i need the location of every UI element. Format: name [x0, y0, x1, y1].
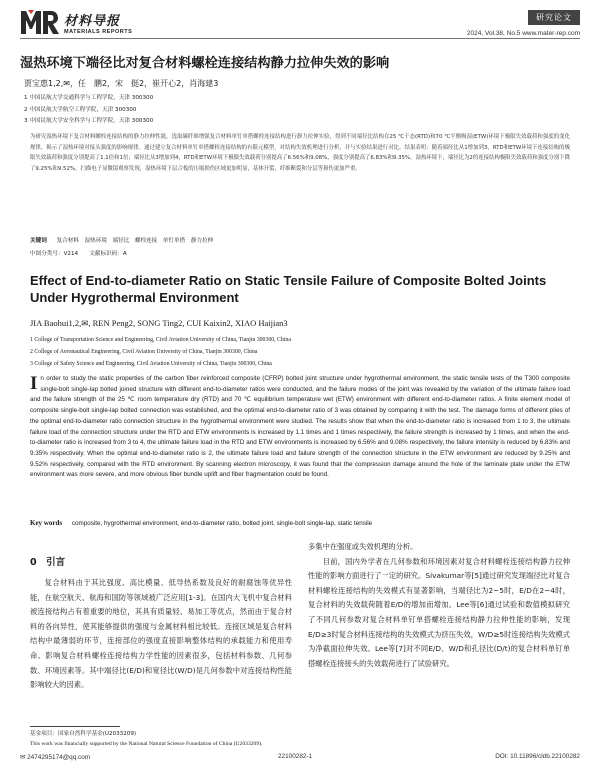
- english-affiliation-1: 1 College of Transportation Science and Engineering, Civil Aviation University of China, Tianjin 300300, China: [30, 337, 291, 343]
- body-column-right: [308, 540, 570, 671]
- header-rule: [20, 38, 580, 39]
- logo-chinese-name: 材料导报: [64, 13, 121, 29]
- chinese-keywords-label: 关键词: [30, 238, 47, 244]
- english-keywords-text: composite, hygrothermal environment, end-to-diameter ratio, bolted joint, single-bolt single-lap, static tensile: [71, 520, 373, 527]
- doi-line: DOI: 10.11896/cldb.22100282: [495, 753, 580, 760]
- english-keywords-label: Key words: [30, 519, 63, 527]
- chinese-keywords: [30, 236, 570, 244]
- chinese-title: 湿热环境下端径比对复合材料螺栓连接结构静力拉伸失效的影响: [20, 56, 390, 71]
- english-abstract: [30, 374, 570, 481]
- english-keywords: [30, 519, 570, 527]
- chinese-affiliations: [24, 93, 153, 128]
- issue-line: 2024, Vol.38, No.5 www.mater-rep.com: [466, 30, 580, 37]
- body-paragraph-right-continuation: 多集中在强度或失效机理的分析。: [308, 542, 418, 551]
- english-authors: JIA Baohui1,2,✉, REN Peng2, SONG Ting2, CUI Kaixin2, XIAO Haijian3: [30, 318, 288, 328]
- section-heading-introduction: 0 引言: [30, 557, 66, 568]
- classification-line: 中图分类号：V214 文献标识码：A: [30, 251, 127, 257]
- chinese-keywords-text: 复合材料 湿热环境 端径比 螺栓连接 单钉单搭 静力拉伸: [56, 238, 214, 244]
- funding-footnote-en: This work was financially supported by the National Natural Science Foundation of China (U2033209).: [30, 740, 263, 747]
- corresponding-email: ✉ 2474295174@qq.com: [20, 754, 91, 761]
- english-abstract-text: n order to study the static properties of the carbon fiber reinforced composite (CFRP) bolted joint structure under hygrothermal environment, the static tensile tests of the T300 composite single-bolt single-lap bolted joined structure with different end-to-diameter ratios were conducted, and the failure modes of the joint was revealed by the variation of the ultimate failure load and the failure strength of the 25 ℃ room temperature dry (RTD) and 70 ℃ equilibrium temperature wet (ETW) environment with different end-to-diameter ratios. A finite element model of composite single-bolt single-lap bolted connection was established, and the optimal end-to-diameter ratio of 3 was obtained by comparing it with the test. The damage forms of different plies of the optimal end-to-diameter ratio connection structure in the hygrothermal environment were studied. The results show that when the end-to-diameter ratio is increased from 1 to 3, the ultimate failure load of the connection structure under the RTD and ETW environments is increased by 1.1 times and 1 times respectively, the failure strength is increased by 1 times, and when the end-to-diameter ratio is increased from 3 to 4, the ultimate failure load in the RTD and ETW environments is increased by 6.56% and 9.08% respectively, the failure intensity is reduced by 6.83% and 9.35% respectively. When the optimal end-to-diameter ratio is 2, the ultimate failure load and failure strength of the connection structure in the ETW environment are reduced by 9.25% and 9.52% respectively, compared with the RTD environment. By scanning electron microscopy, it was found that the compression damage around the hole of the laminate plate under the ETW environment was more severe, and more obvious fiber bundle uplift and fiber fragmentation could be found.: [30, 375, 570, 479]
- english-affiliation-2: 2 College of Aeronautical Engineering, Civil Aviation University of China, Tianjin 300300, China: [30, 349, 258, 355]
- article-number: 22100282-1: [278, 753, 313, 760]
- chinese-affiliation-3: 3 中国民航大学安全科学与工程学院，天津 300300: [24, 118, 154, 124]
- journal-header: [20, 8, 580, 38]
- funding-footnote-cn: 基金项目：国家自然科学基金(U2033209): [30, 731, 137, 737]
- body-paragraph-left: 复合材料由于其比强度、高比模量、低导热系数及良好的耐腐蚀等优异性能，在航空航天、航海和国防等领域被广泛应用[1-3]。在国内大飞机中复合材料被连接结构占有着重要的地位，其具有质量轻、易加工等优点，然而由于复合材料的各向异性，使其能够提供的强度与金属材料相比较低。连接区域是复合材料结构中最薄弱的环节，连接部位的强度直接影响整体结构的承载能力和使用寿命。影响复合材料螺栓连接结构力学性能的因素很多，包括材料参数、几何参数、环境因素等。其中端径比(E/D)和宽径比(W/D)是几何参数中对连接结构性能影响较大的因素。: [30, 578, 292, 690]
- abstract-dropcap: I: [30, 373, 38, 394]
- funding-footnote: [30, 730, 570, 749]
- section-tag: 研究论文: [528, 10, 580, 25]
- chinese-authors: 贾宝惠1,2,✉，任 鹏2，宋 挺2，崔开心2，肖海建3: [24, 79, 219, 88]
- english-title: Effect of End-to-diameter Ratio on Static Tensile Failure of Composite Bolted Joints Under Hygrothermal Environment: [30, 273, 547, 305]
- footnote-rule: [30, 726, 120, 727]
- journal-logo: [20, 8, 132, 36]
- chinese-affiliation-2: 2 中国民航大学航空工程学院，天津 300300: [24, 106, 137, 113]
- chinese-affiliation-1: 1 中国民航大学交通科学与工程学院，天津 300300: [24, 95, 154, 101]
- english-affiliations: [30, 334, 291, 370]
- body-paragraph-right: 目前，国内外学者在几何参数和环境因素对复合材料螺栓连接结构静力拉伸性能的影响方面进行了一定的研究。Sivakumar等[5]通过研究发现端径比对复合材料螺栓连接结构的失效模式有显著影响，当端径比为2~5时，E/D在2~4时，复合材料的失效载荷随着E/D的增加而增加。Lee等[6]通过试验和数值模拟研究了不同几何参数对复合材料单钉单搭螺栓连接结构静力拉伸性能的影响，发现E/D≥3时复合材料连接结构的失效模式为挤压失效，W/D≥5时连接结构失效模式为净截面拉伸失效。Lee等[7]对不同E/D、W/D和孔径比(D/t)的复合材料单钉单搭螺栓连接接头的失效载荷进行了试验研究。: [308, 556, 570, 668]
- chinese-abstract: 为研究湿热环境下复合材料螺栓连接结构的静力拉伸性能，选取碳纤维增强复合材料单钉单搭螺栓连接结构进行静力拉伸实验，得到不同端径比结构在25 ℃干态(RTD)和70 ℃平衡吸湿(ETW)环境下极限失效载荷和强度的变化规律，揭示了湿热环境对接头强度的影响规律。通过建立复合材料单钉单搭螺栓连接结构的有限元模型，对结构失效机理进行分析，并与实验结果进行对比。结果表明：随着端径比从1增加到3，RTD和ETW环境下连接结构的极限失效载荷和强度分别提高了1.1倍和1倍；端径比从3增加到4，RTD和ETW环境下极限失效载荷分别提高了6.56%和9.08%，强度分别提高了6.83%和9.35%。湿热环境下，端径比为2的连接结构极限失效载荷和强度分别下降了9.25%和9.52%。扫描电子显微镜观察发现，湿热环境下层合板的压缩损伤区域更加明显，基体开裂、纤维断裂和分层等损伤更加严重。: [30, 134, 570, 172]
- english-affiliation-3: 3 College of Safety Science and Engineering, Civil Aviation University of China, Tianjin 300300, China: [30, 361, 272, 367]
- logo-english-name: MATERIALS REPORTS: [64, 28, 133, 35]
- body-column-left: [30, 540, 292, 693]
- mr-logo-icon: [20, 8, 60, 36]
